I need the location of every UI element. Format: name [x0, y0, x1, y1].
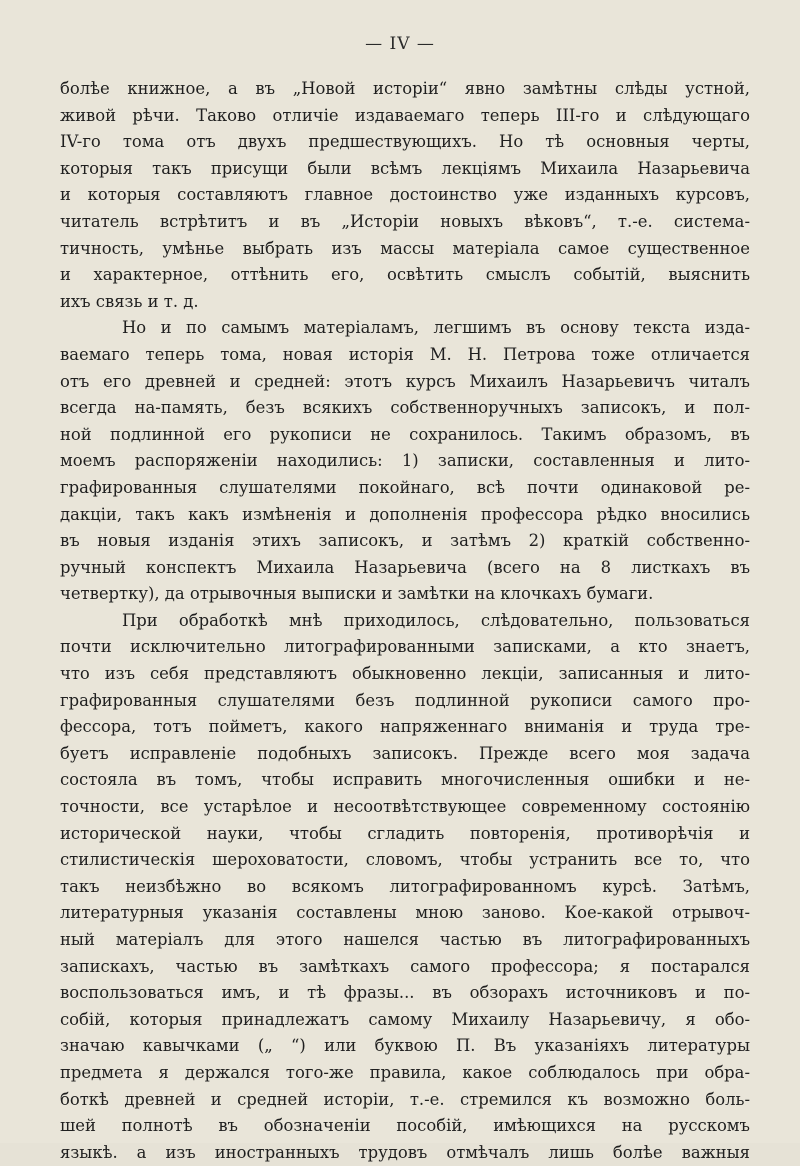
- text-line: всегда на-память, безъ всякихъ собственноручныхъ записокъ, и пол-: [60, 398, 750, 418]
- text-line: и характерное, оттѣнить его, освѣтить смыслъ событій, выяснить: [60, 265, 750, 285]
- text-line: отъ его древней и средней: этотъ курсъ Михаилъ Назарьевичъ читалъ: [60, 371, 750, 391]
- text-line: болѣе книжное, а въ „Новой исторіи“ явно замѣтны слѣды устной,: [60, 79, 750, 98]
- text-line: почти исключительно литографированными записками, а кто знаетъ,: [60, 637, 750, 657]
- text-line: моемъ распоряженіи находились: 1) записки, составленныя и лито-: [60, 451, 750, 471]
- text-line: состояла въ томъ, чтобы исправить многочисленныя ошибки и не-: [60, 770, 750, 790]
- text-line: ихъ связь и т. д.: [60, 291, 199, 311]
- text-line: такъ неизбѣжно во всякомъ литографированномъ курсѣ. Затѣмъ,: [60, 876, 750, 896]
- text-line: языкѣ. а изъ иностранныхъ трудовъ отмѣчалъ лишь болѣе важныя: [60, 1142, 750, 1162]
- text-line: значаю кавычками („ “) или буквою П. Въ указаніяхъ литературы: [60, 1036, 750, 1056]
- text-line: что изъ себя представляютъ обыкновенно лекціи, записанныя и лито-: [60, 664, 750, 684]
- text-line: дакціи, такъ какъ измѣненія и дополненія профессора рѣдко вносились: [60, 504, 750, 524]
- text-line: стилистическія шероховатости, словомъ, чтобы устранить все то, что: [60, 850, 750, 870]
- text-line: графированныя слушателями покойнаго, всѣ почти одинаковой ре-: [60, 477, 750, 497]
- text-line: предмета я держался того-же правила, какое соблюдалось при обра-: [60, 1062, 750, 1082]
- page-number: — IV —: [365, 34, 435, 54]
- text-line: воспользоваться имъ, и тѣ фразы... въ обзорахъ источниковъ и по-: [60, 983, 750, 1003]
- text-line: четвертку), да отрывочныя выписки и замѣтки на клочкахъ бумаги.: [60, 584, 654, 604]
- text-line: читатель встрѣтитъ и въ „Исторіи новыхъ вѣковъ“, т.-е. система-: [60, 211, 750, 231]
- text-line: ручный конспектъ Михаила Назарьевича (всего на 8 листкахъ въ: [60, 557, 750, 577]
- text-line: запискахъ, частью въ замѣткахъ самого профессора; я постарался: [60, 956, 750, 976]
- text-line: тичность, умѣнье выбрать изъ массы матеріала самое существенное: [60, 238, 750, 258]
- text-line: которыя такъ присущи были всѣмъ лекціямъ Михаила Назарьевича: [60, 158, 750, 178]
- text-line: боткѣ древней и средней исторіи, т.-е. стремился къ возможно боль-: [60, 1089, 750, 1109]
- text-line: ной подлинной его рукописи не сохранилось. Такимъ образомъ, въ: [60, 424, 750, 444]
- text-line: При обработкѣ мнѣ приходилось, слѣдовательно, пользоваться: [122, 610, 750, 630]
- text-line: ваемаго теперь тома, новая исторія М. Н. Петрова тоже отличается: [60, 344, 750, 364]
- text-line: живой рѣчи. Таково отличіе издаваемаго теперь III-го и слѣдующаго: [60, 105, 750, 125]
- text-line: и которыя составляютъ главное достоинство уже изданныхъ курсовъ,: [60, 185, 750, 205]
- text-line: точности, все устарѣлое и несоотвѣтствующее современному состоянію: [60, 797, 750, 817]
- text-line: ный матеріалъ для этого нашелся частью въ литографированныхъ: [60, 930, 750, 949]
- text-line: исторической науки, чтобы сгладить повторенія, противорѣчія и: [60, 823, 750, 843]
- text-line: собій, которыя принадлежатъ самому Михаилу Назарьевичу, я обо-: [60, 1009, 750, 1029]
- text-line: литературныя указанія составлены мною заново. Кое-какой отрывоч-: [60, 903, 750, 923]
- text-line: въ новыя изданія этихъ записокъ, и затѣмъ 2) краткій собственно-: [60, 531, 750, 551]
- text-line: Но и по самымъ матеріаламъ, легшимъ въ основу текста изда-: [122, 318, 750, 338]
- text-line: буетъ исправленіе подобныхъ записокъ. Прежде всего моя задача: [60, 743, 750, 763]
- text-line: шей полнотѣ въ обозначеніи пособій, имѣющихся на русскомъ: [60, 1116, 750, 1136]
- text-line: IV-го тома отъ двухъ предшествующихъ. Но тѣ основныя черты,: [60, 132, 750, 152]
- text-line: графированныя слушателями безъ подлинной рукописи самого про-: [60, 690, 750, 710]
- body-text: [60, 76, 750, 1166]
- text-line: фессора, тотъ пойметъ, какого напряженнаго вниманія и труда тре-: [60, 717, 750, 737]
